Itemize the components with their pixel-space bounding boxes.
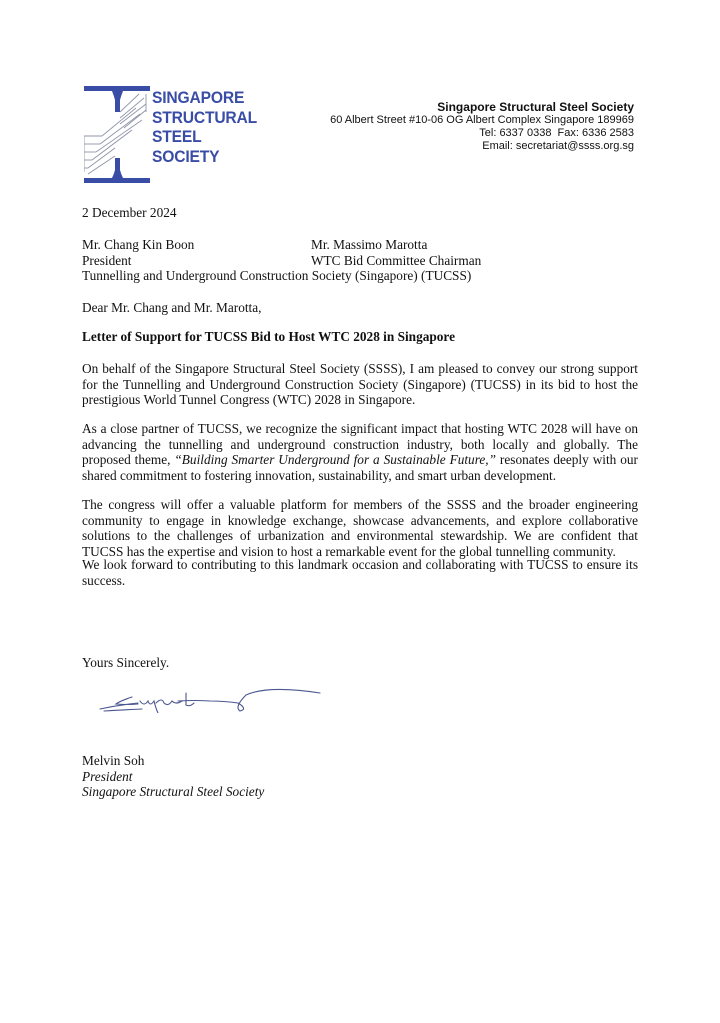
recipient-organization: Tunnelling and Underground Construction Society (Singapore) (TUCSS) <box>82 268 472 283</box>
logo-line: STEEL <box>152 127 202 146</box>
organization-name: Singapore Structural Steel Society <box>437 100 634 114</box>
salutation: Dear Mr. Chang and Mr. Marotta, <box>82 300 262 315</box>
body-paragraph-4: We look forward to contributing to this landmark occasion and collaborating with TUCSS to ensure its success. <box>82 557 638 588</box>
paragraph-text: resonates deeply with our shared commitment to fostering innovation, sustainability, and smart urban development. <box>82 452 638 483</box>
logo-wordmark <box>152 88 257 166</box>
recipient-2-name: Mr. Massimo Marotta <box>311 237 428 252</box>
body-paragraph-3: The congress will offer a valuable platform for members of the SSSS and the broader engineering community to engage in knowledge exchange, showcase advancements, and explore collaborative solutions to the challenges of urbanization and environmental stewardship. We are confident that TUCSS has the expertise and vision to host a remarkable event for the global tunnelling community. <box>82 497 638 559</box>
letter-subject: Letter of Support for TUCSS Bid to Host WTC 2028 in Singapore <box>82 329 455 344</box>
closing: Yours Sincerely. <box>82 655 170 670</box>
proposed-theme-quote: “Building Smarter Underground for a Sustainable Future,” <box>174 452 497 468</box>
organization-logo <box>84 86 258 186</box>
recipient-1-name: Mr. Chang Kin Boon <box>82 237 195 252</box>
body-paragraph-2 <box>82 421 638 483</box>
signer-organization: Singapore Structural Steel Society <box>82 784 265 799</box>
logo-line: STRUCTURAL <box>152 107 258 127</box>
letterhead-contact-block <box>330 100 634 154</box>
body-paragraph-1: On behalf of the Singapore Structural Steel Society (SSSS), I am pleased to convey our strong support for the Tunnelling and Underground Construction Society (Singapore) (TUCSS) in its bid to host the prestigious World Tunnel Congress (WTC) 2028 in Singapore. <box>82 361 638 408</box>
i-beam-logo-icon <box>84 86 150 186</box>
logo-line: SINGAPORE <box>152 88 245 107</box>
letter-date: 2 December 2024 <box>82 205 177 220</box>
logo-line: SOCIETY <box>152 146 220 166</box>
recipient-2-title: WTC Bid Committee Chairman <box>311 253 482 268</box>
signer-name: Melvin Soh <box>82 753 145 768</box>
organization-email: Email: secretariat@ssss.org.sg <box>482 140 634 153</box>
organization-phone-fax: Tel: 6337 0338 Fax: 6336 2583 <box>479 127 634 140</box>
handwritten-signature-icon <box>98 683 323 713</box>
paragraph-text: As a close partner of TUCSS, we recognize the significant impact that hosting WTC 2028 will have on advancing the tunnelling and underground construction industry, both locally and globally. The proposed theme, <box>82 421 638 468</box>
organization-address: 60 Albert Street #10-06 OG Albert Complex Singapore 189969 <box>330 114 634 126</box>
signer-title: President <box>82 769 133 784</box>
recipient-1-title: President <box>82 253 132 268</box>
